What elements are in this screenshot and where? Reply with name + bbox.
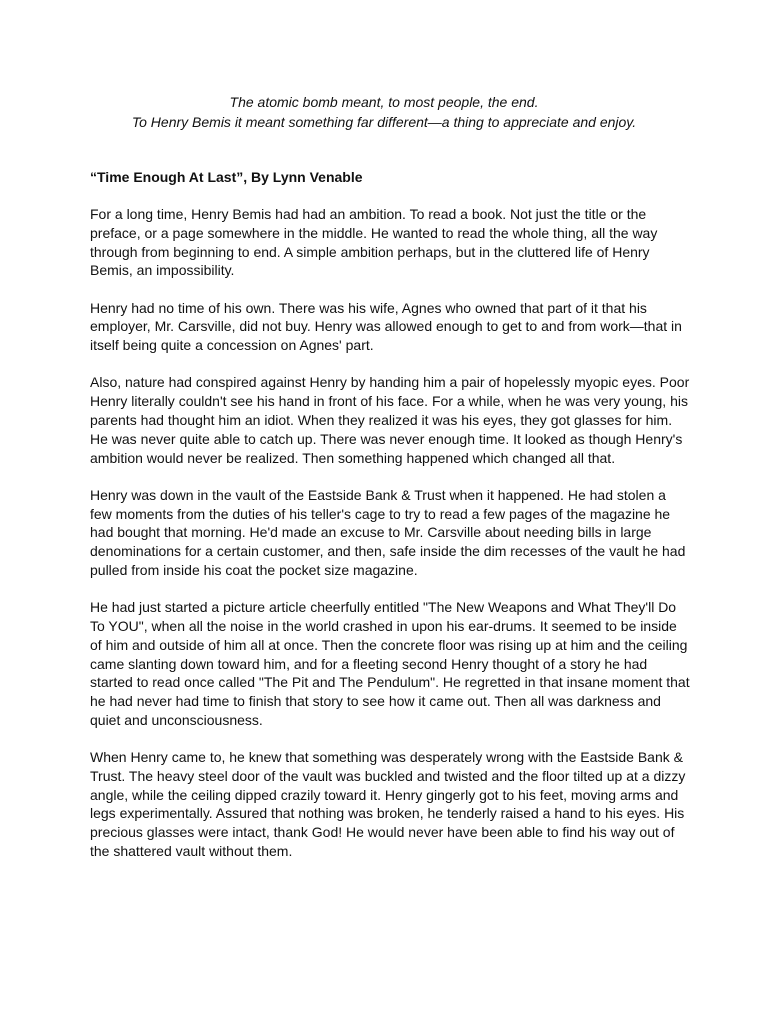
paragraph-1: For a long time, Henry Bemis had had an ambition. To read a book. Not just the title or the preface, or a page somewhere in the middle. He wanted to read the whole thing, all the way through from beginning to end. A simple ambition perhaps, but in the cluttered life of Henry Bemis, an impossibility. [90, 206, 658, 279]
story-title: “Time Enough At Last”, By Lynn Venable [90, 169, 363, 185]
paragraph-6: When Henry came to, he knew that something was desperately wrong with the Eastside Bank & Trust. The heavy steel door of the vault was buckled and twisted and the floor tilted up at a dizzy angle, while the ceiling dipped crazily toward it. Henry gingerly got to his feet, moving arms and legs experimentally. Assured that nothing was broken, he tenderly raised a hand to his eyes. His precious glasses were intact, thank God! He would never have been able to find his way out of the shattered vault without them. [90, 749, 686, 860]
epigraph-line-1: The atomic bomb meant, to most people, the end. [229, 94, 539, 110]
story-body [90, 205, 690, 879]
paragraph-3: Also, nature had conspired against Henry by handing him a pair of hopelessly myopic eyes. Poor Henry literally couldn't see his hand in front of his face. For a while, when he was very young, his parents had thought him an idiot. When they realized it was his eyes, they got glasses for him. He was never quite able to catch up. There was never enough time. It looked as though Henry's ambition would never be realized. Then something happened which changed all that. [90, 374, 690, 466]
paragraph-5: He had just started a picture article cheerfully entitled "The New Weapons and What They'll Do To YOU", when all the noise in the world crashed in upon his ear-drums. It seemed to be inside of him and outside of him all at once. Then the concrete floor was rising up at him and the ceiling came slanting down toward him, and for a fleeting second Henry thought of a story he had started to read once called "The Pit and The Pendulum". He regretted in that insane moment that he had never had time to finish that story to see how it came out. Then all was darkness and quiet and unconsciousness. [90, 599, 690, 728]
epigraph-line-2: To Henry Bemis it meant something far different—a thing to appreciate and enjoy. [131, 114, 637, 130]
paragraph-2: Henry had no time of his own. There was his wife, Agnes who owned that part of it that his employer, Mr. Carsville, did not buy. Henry was allowed enough to get to and from work—that in itself being quite a concession on Agnes' part. [90, 299, 682, 354]
paragraph-4: Henry was down in the vault of the Eastside Bank & Trust when it happened. He had stolen a few moments from the duties of his teller's cage to try to read a few pages of the magazine he had bought that morning. He'd made an excuse to Mr. Carsville about needing bills in large denominations for a certain customer, and then, safe inside the dim recesses of the vault he had pulled from inside his coat the pocket size magazine. [90, 486, 686, 578]
epigraph [90, 92, 678, 132]
